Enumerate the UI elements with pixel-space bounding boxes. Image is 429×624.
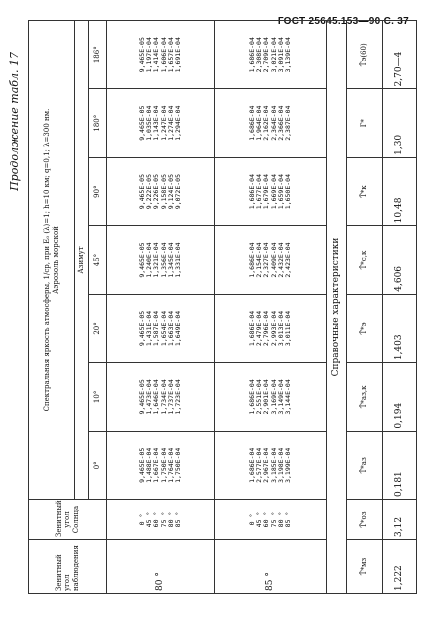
sun-angle: 80 ° bbox=[276, 511, 285, 528]
cell-value: 2,154E-04 bbox=[254, 242, 263, 278]
cell-value: 1,750E-04 bbox=[174, 447, 183, 483]
cell-value: 1,274E-04 bbox=[166, 105, 175, 141]
cell-value: 1,723E-04 bbox=[174, 379, 183, 415]
reference-value: 0,194 bbox=[383, 363, 417, 431]
reference-label: T̄*мз bbox=[347, 540, 383, 594]
azimuth-value: 180° bbox=[89, 89, 107, 157]
cell-value: 1,964E-04 bbox=[254, 105, 263, 141]
azimuth-value: 45° bbox=[89, 226, 107, 294]
cell-value: 1,606E-04 bbox=[159, 37, 168, 73]
cell-value: 2,366E-04 bbox=[276, 105, 285, 141]
reference-value: 10,48 bbox=[383, 157, 417, 225]
sun-angles bbox=[107, 500, 215, 540]
reference-label: T̄э(60) bbox=[347, 21, 383, 89]
reference-label: T̄*аз bbox=[347, 431, 383, 499]
cell-value: 1,686E-04 bbox=[247, 173, 256, 210]
document-header: ГОСТ 25645.153—90 С. 37 bbox=[277, 16, 409, 27]
reference-label: T̄*с,к bbox=[347, 226, 383, 294]
view-angle: 85 ° bbox=[215, 540, 327, 594]
cell-value: 1,587E-04 bbox=[152, 310, 161, 347]
reference-title: Справочные характеристики bbox=[327, 21, 347, 594]
cell-value: 2,901E-04 bbox=[262, 379, 271, 415]
value-column bbox=[107, 363, 215, 431]
reference-value: 1,30 bbox=[383, 89, 417, 157]
cell-value: 3,169E-04 bbox=[269, 379, 278, 415]
cell-value: 2,993E-04 bbox=[269, 310, 278, 347]
value-column bbox=[215, 89, 327, 157]
cell-value: 1,473E-04 bbox=[144, 379, 153, 415]
sun-angle: 60 ° bbox=[262, 511, 271, 528]
azimuth-value: 186° bbox=[89, 21, 107, 89]
cell-value: 3,198E-04 bbox=[276, 447, 285, 483]
reference-value: 1,222 bbox=[383, 540, 417, 594]
sun-angle: 85 ° bbox=[284, 511, 293, 528]
cell-value: 1,686E-04 bbox=[247, 37, 256, 73]
value-column bbox=[107, 89, 215, 157]
spectral-brightness-table bbox=[28, 20, 417, 594]
reference-label: T̄*к bbox=[347, 157, 383, 225]
cell-value: 1,331E-04 bbox=[174, 242, 183, 278]
azimuth-value: 10° bbox=[89, 363, 107, 431]
cell-value: 1,649E-04 bbox=[174, 310, 183, 347]
reference-value: 0,181 bbox=[383, 431, 417, 499]
cell-value: 2,423E-04 bbox=[284, 242, 293, 278]
zenith-view-header: Зенитный угол наблюдения bbox=[29, 540, 107, 594]
value-column bbox=[215, 431, 327, 499]
cell-value: 1,686E-04 bbox=[247, 242, 256, 278]
cell-value: 1,646E-04 bbox=[152, 379, 161, 415]
cell-value: 2,479E-04 bbox=[254, 310, 263, 347]
azimuth-value: 20° bbox=[89, 294, 107, 362]
cell-value: 2,796E-04 bbox=[262, 310, 271, 347]
reference-label: T̄*э bbox=[347, 294, 383, 362]
cell-value: 9,465E-05 bbox=[137, 105, 146, 141]
cell-value: 9,465E-05 bbox=[137, 173, 146, 210]
cell-value: 1,679E-04 bbox=[262, 173, 271, 210]
cell-value: 1,414E-04 bbox=[152, 37, 161, 73]
cell-value: 1,691E-04 bbox=[174, 37, 183, 73]
cell-value: 1,356E-04 bbox=[159, 242, 168, 278]
sun-angle: 60 ° bbox=[152, 511, 161, 528]
cell-value: 1,734E-04 bbox=[159, 379, 168, 415]
cell-value: 3,185E-04 bbox=[269, 447, 278, 483]
cell-value: 2,162E-04 bbox=[262, 105, 271, 141]
value-column bbox=[215, 226, 327, 294]
cell-value: 1,345E-04 bbox=[166, 242, 175, 278]
aerosol-type: Аэрозоль морской bbox=[51, 226, 60, 294]
value-column bbox=[215, 157, 327, 225]
cell-value: 2,387E-04 bbox=[284, 105, 293, 141]
cell-value: 2,577E-04 bbox=[254, 447, 263, 483]
cell-value: 1,667E-04 bbox=[152, 447, 161, 483]
cell-value: 9,465E-05 bbox=[137, 379, 146, 415]
cell-value: 2,364E-04 bbox=[269, 105, 278, 141]
cell-value: 1,240E-04 bbox=[144, 242, 153, 278]
cell-value: 9,465E-05 bbox=[137, 242, 146, 278]
cell-value: 1,431E-04 bbox=[144, 310, 153, 347]
cell-value: 9,222E-05 bbox=[144, 173, 153, 210]
cell-value: 9,124E-05 bbox=[166, 173, 175, 210]
table-title: Спектральная яркость атмосферы, 1/ср, при E₀ (λ)=1; h=10 км; q=0,1; λ=300 нм. bbox=[43, 108, 52, 412]
cell-value: 1,247E-04 bbox=[159, 105, 168, 141]
cell-value: 1,686E-04 bbox=[247, 447, 256, 483]
cell-value: 9,226E-05 bbox=[152, 173, 161, 210]
value-column bbox=[107, 21, 215, 89]
cell-value: 2,432E-04 bbox=[276, 242, 285, 278]
cell-value: 2,709E-04 bbox=[262, 37, 271, 73]
cell-value: 1,750E-04 bbox=[159, 447, 168, 483]
cell-value: 1,686E-04 bbox=[247, 379, 256, 415]
cell-value: 3,091E-04 bbox=[276, 37, 285, 73]
cell-value: 2,308E-04 bbox=[254, 37, 263, 73]
reference-value: 1,403 bbox=[383, 294, 417, 362]
cell-value: 3,149E-04 bbox=[276, 379, 285, 415]
cell-value: 9,072E-05 bbox=[174, 173, 183, 210]
sun-angle: 80 ° bbox=[166, 511, 175, 528]
cell-value: 1,650E-04 bbox=[284, 173, 293, 210]
reference-value: 3,12 bbox=[383, 500, 417, 540]
cell-value: 1,035E-04 bbox=[144, 105, 153, 141]
cell-value: 1,764E-04 bbox=[166, 447, 175, 483]
cell-value: 1,488E-04 bbox=[144, 447, 153, 483]
sun-angle: 0 ° bbox=[247, 513, 256, 526]
cell-value: 1,663E-04 bbox=[166, 310, 175, 347]
reference-label: Г* bbox=[347, 89, 383, 157]
azimuth-value: 0° bbox=[89, 431, 107, 499]
cell-value: 1,686E-04 bbox=[247, 105, 256, 141]
cell-value: 3,199E-04 bbox=[284, 447, 293, 483]
cell-value: 9,465E-05 bbox=[137, 37, 146, 73]
cell-value: 1,143E-04 bbox=[152, 105, 161, 141]
cell-value: 1,669E-04 bbox=[269, 173, 278, 210]
cell-value: 2,551E-04 bbox=[254, 379, 263, 415]
azimuth-label: Азимут bbox=[75, 21, 89, 500]
cell-value: 1,197E-04 bbox=[144, 37, 153, 73]
azimuth-value: 90° bbox=[89, 157, 107, 225]
cell-value: 1,657E-04 bbox=[166, 37, 175, 73]
reference-labels-row bbox=[347, 21, 383, 594]
sun-angle: 85 ° bbox=[174, 511, 183, 528]
continuation-caption: Продолжение табл. 17 bbox=[8, 52, 21, 191]
cell-value: 3,021E-04 bbox=[269, 37, 278, 73]
cell-value: 2,409E-04 bbox=[269, 242, 278, 278]
sun-angle: 45 ° bbox=[144, 511, 153, 528]
value-column bbox=[107, 157, 215, 225]
table-title-cell bbox=[29, 21, 75, 500]
reference-label: T̄*оз bbox=[347, 500, 383, 540]
sun-angle: 45 ° bbox=[254, 511, 263, 528]
cell-value: 1,659E-04 bbox=[276, 173, 285, 210]
cell-value: 3,011E-04 bbox=[284, 310, 293, 347]
cell-value: 1,677E-04 bbox=[254, 173, 263, 210]
cell-value: 3,013E-04 bbox=[276, 310, 285, 347]
zenith-sun-header: Зенитный угол Солнца bbox=[29, 500, 107, 540]
cell-value: 2,327E-04 bbox=[262, 242, 271, 278]
reference-value: 2,70—4 bbox=[383, 21, 417, 89]
cell-value: 3,144E-04 bbox=[284, 379, 293, 415]
cell-value: 1,321E-04 bbox=[152, 242, 161, 278]
reference-label: T̄*аз,к bbox=[347, 363, 383, 431]
sun-angle: 0 ° bbox=[137, 513, 146, 526]
value-column bbox=[107, 226, 215, 294]
cell-value: 9,465E-05 bbox=[137, 447, 146, 483]
data-block-row bbox=[107, 21, 215, 594]
cell-value: 9,465E-05 bbox=[137, 310, 146, 347]
cell-value: 1,686E-04 bbox=[247, 310, 256, 347]
cell-value: 9,158E-05 bbox=[159, 173, 168, 210]
sun-angles bbox=[215, 500, 327, 540]
sun-angle: 75 ° bbox=[269, 511, 278, 528]
cell-value: 1,654E-04 bbox=[159, 310, 168, 347]
value-column bbox=[215, 363, 327, 431]
value-column bbox=[107, 431, 215, 499]
data-block-row bbox=[215, 21, 327, 594]
cell-value: 2,967E-04 bbox=[262, 447, 271, 483]
sun-angle: 75 ° bbox=[159, 511, 168, 528]
reference-values-row bbox=[383, 21, 417, 594]
cell-value: 3,139E-04 bbox=[284, 37, 293, 73]
reference-value: 4,606 bbox=[383, 226, 417, 294]
value-column bbox=[215, 21, 327, 89]
view-angle: 80 ° bbox=[107, 540, 215, 594]
cell-value: 1,737E-04 bbox=[166, 379, 175, 415]
value-column bbox=[107, 294, 215, 362]
cell-value: 1,294E-04 bbox=[174, 105, 183, 141]
value-column bbox=[215, 294, 327, 362]
